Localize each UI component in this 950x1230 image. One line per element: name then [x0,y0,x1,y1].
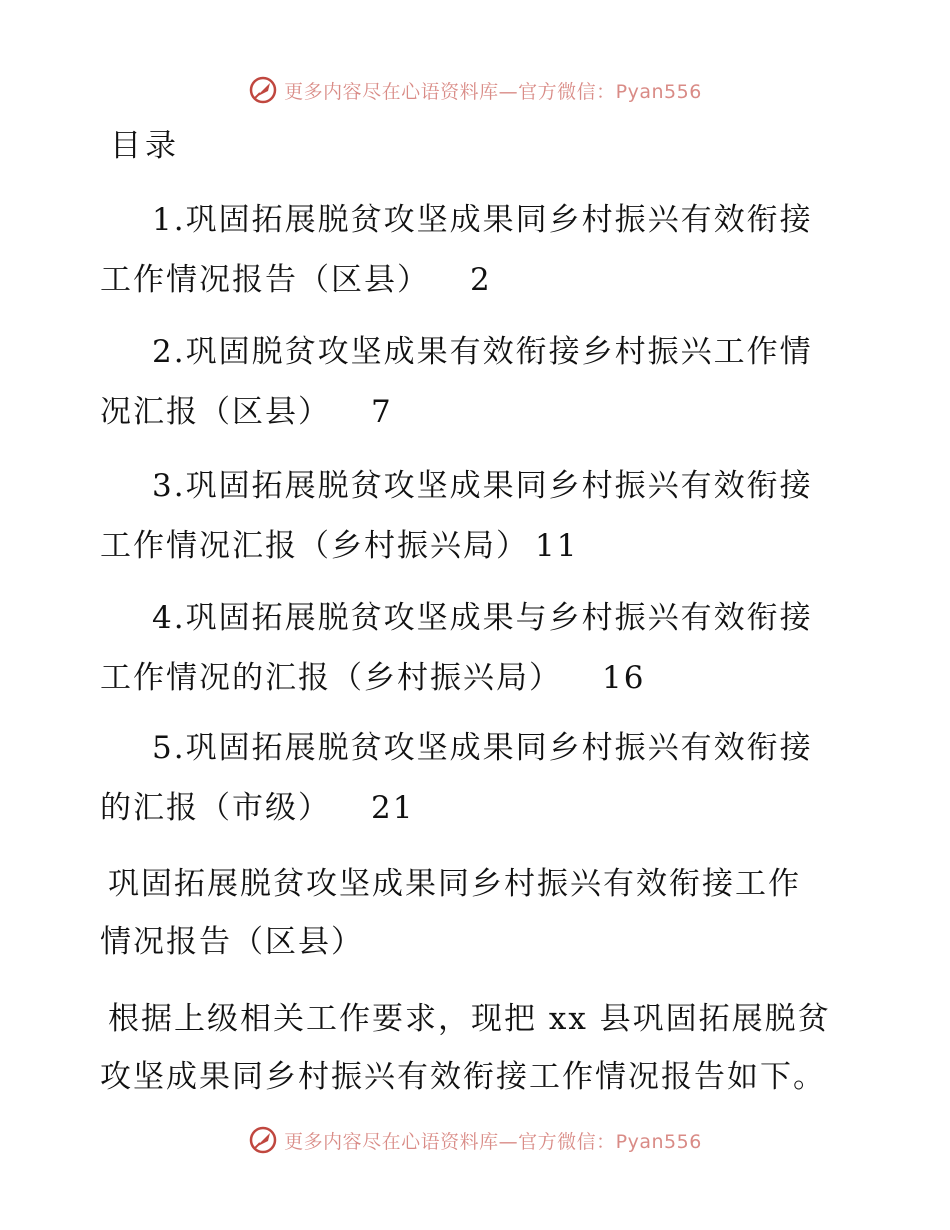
toc-entry-line2 [100,516,860,576]
toc-entry-line1: 1.巩固拓展脱贫攻坚成果同乡村振兴有效衔接 [152,202,813,238]
toc-entry-title: 况汇报（区县） [100,394,331,430]
toc-entry-line2 [100,778,860,838]
body-paragraph [100,990,860,1106]
toc-entry-title: 工作情况的汇报（乡村振兴局） [100,660,562,696]
toc-entry[interactable] [100,456,860,576]
body-paragraph-line2: 攻坚成果同乡村振兴有效衔接工作情况报告如下。 [100,1059,826,1095]
quill-logo-icon [248,1125,278,1155]
toc-entry[interactable] [100,190,860,310]
toc-entry[interactable] [100,718,860,838]
toc-entry-line1: 3.巩固拓展脱贫攻坚成果同乡村振兴有效衔接 [152,468,813,504]
toc-entry-line1: 2.巩固脱贫攻坚成果有效衔接乡村振兴工作情 [152,334,813,370]
toc-entry-line2 [100,648,860,708]
section-heading-line2: 情况报告（区县） [100,924,364,960]
header-banner [0,70,950,110]
header-banner-text: 更多内容尽在心语资料库—官方微信：Pyan556 [284,80,702,103]
toc-entry-line2 [100,250,860,310]
toc-entry-page: 7 [371,394,393,430]
section-heading-line1: 巩固拓展脱贫攻坚成果同乡村振兴有效衔接工作 [108,866,801,902]
footer-banner-text: 更多内容尽在心语资料库—官方微信：Pyan556 [284,1130,702,1153]
toc-entry-title: 工作情况报告（区县） [100,262,430,298]
toc-entry-page: 16 [602,660,646,696]
toc-entry[interactable] [100,322,860,442]
toc-entry-line2 [100,382,860,442]
footer-banner [0,1120,950,1160]
toc-entry-title: 的汇报（市级） [100,790,331,826]
toc-title: 目录 [110,128,180,164]
body-paragraph-line1: 根据上级相关工作要求，现把 xx 县巩固拓展脱贫 [108,1001,831,1037]
toc-entry-page: 2 [470,262,492,298]
toc-entry-page: 11 [535,528,579,564]
toc-entry[interactable] [100,588,860,708]
section-heading [100,855,860,971]
quill-logo-icon [248,75,278,105]
toc-entry-line1: 5.巩固拓展脱贫攻坚成果同乡村振兴有效衔接 [152,730,813,766]
toc-entry-line1: 4.巩固拓展脱贫攻坚成果与乡村振兴有效衔接 [152,600,813,636]
toc-entry-title: 工作情况汇报（乡村振兴局） [100,528,529,564]
toc-entry-page: 21 [371,790,415,826]
